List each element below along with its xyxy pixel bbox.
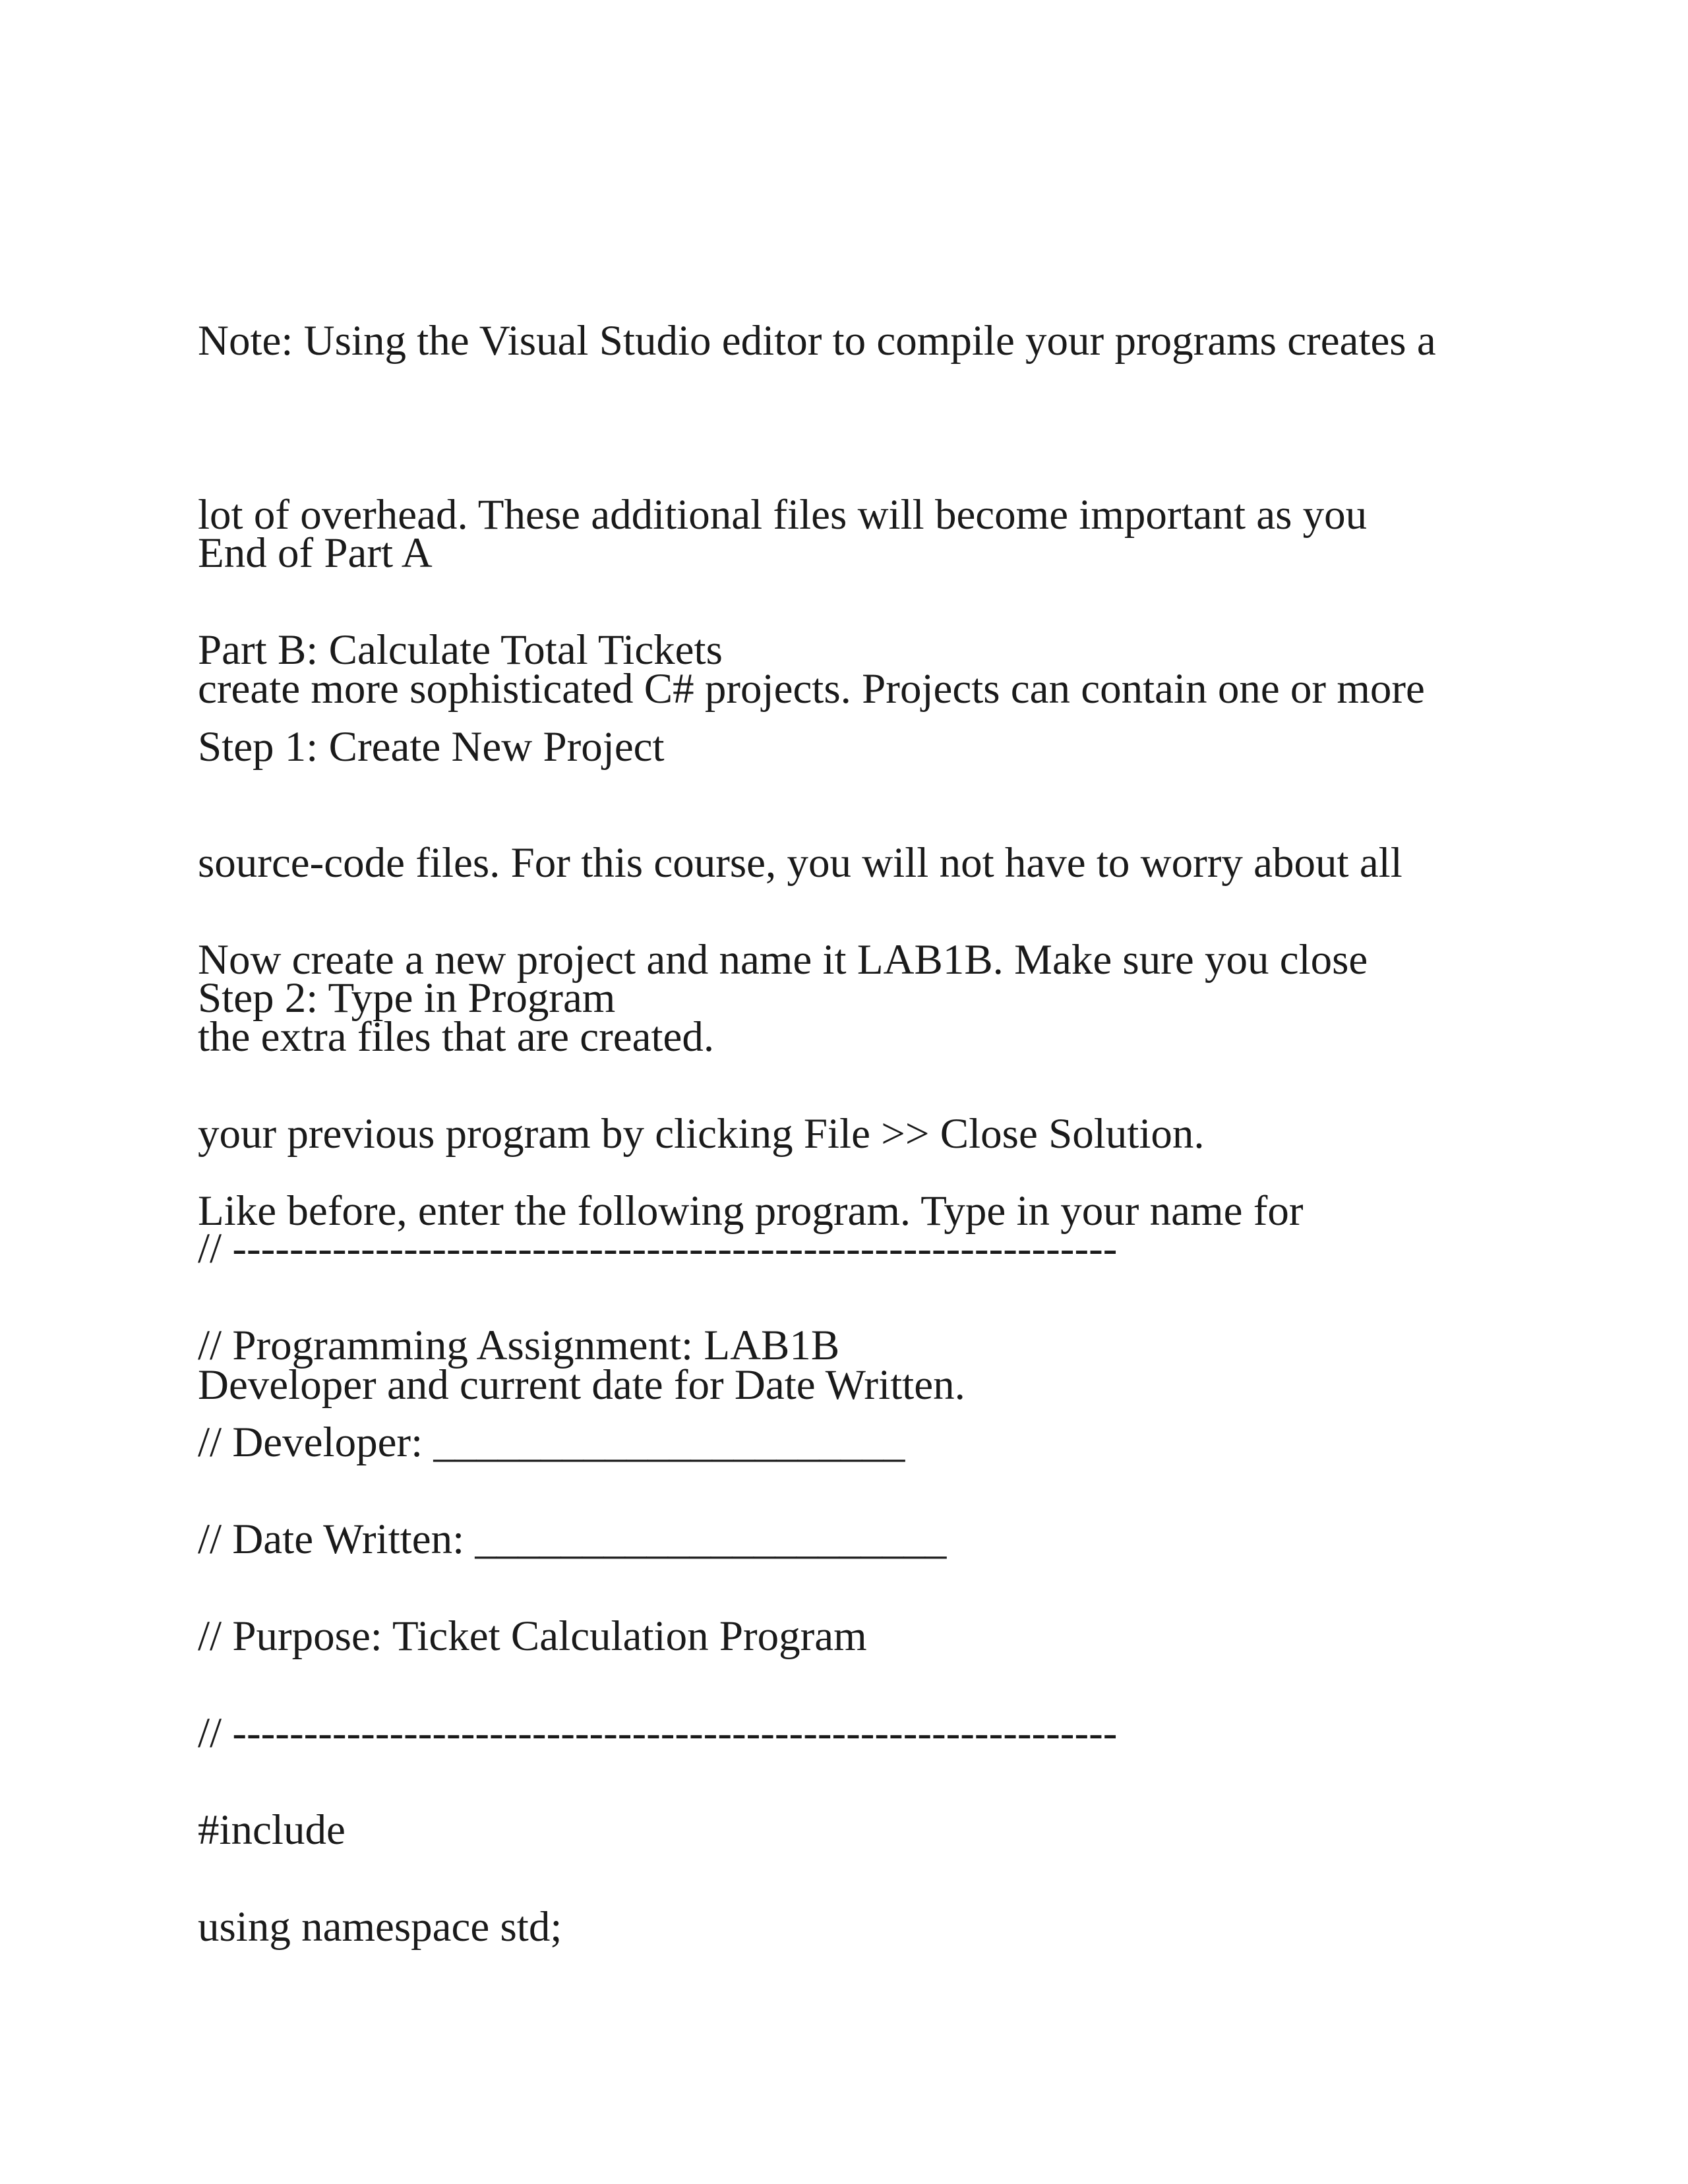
code-date-written-line: // Date Written: ______________________ [198, 1516, 947, 1563]
code-separator-bottom: // -------------------------------------------------------------- [198, 1709, 1118, 1757]
step2-heading: Step 2: Type in Program [198, 974, 616, 1022]
note-line: lot of overhead. These additional files will become important as you [198, 491, 1368, 539]
code-assignment-line: // Programming Assignment: LAB1B [198, 1322, 840, 1369]
note-line: create more sophisticated C# projects. Projects can contain one or more [198, 665, 1425, 713]
code-separator-top: // -------------------------------------------------------------- [198, 1225, 1118, 1272]
note-line: source-code files. For this course, you will not have to worry about all [198, 839, 1402, 887]
part-b-heading: Part B: Calculate Total Tickets [198, 626, 723, 674]
end-part-a: End of Part A [198, 529, 433, 577]
note-line: the extra files that are created. [198, 1013, 715, 1061]
step2-line: Developer and current date for Date Written. [198, 1361, 965, 1409]
note-line: Note: Using the Visual Studio editor to compile your programs creates a [198, 317, 1436, 365]
code-purpose-line: // Purpose: Ticket Calculation Program [198, 1612, 867, 1660]
step1-line: your previous program by clicking File >> Close Solution. [198, 1110, 1205, 1158]
step2-line: Like before, enter the following program. Type in your name for [198, 1187, 1304, 1235]
step1-heading: Step 1: Create New Project [198, 723, 665, 771]
code-using-line: using namespace std; [198, 1903, 562, 1951]
step1-line: Now create a new project and name it LAB1B. Make sure you close [198, 936, 1368, 984]
code-developer-line: // Developer: ______________________ [198, 1419, 905, 1466]
code-include-line: #include [198, 1806, 346, 1854]
